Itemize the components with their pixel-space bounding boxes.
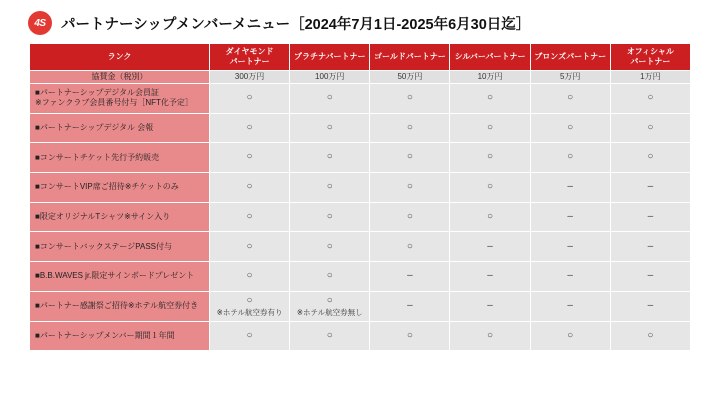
benefit-cell xyxy=(530,291,610,321)
not-included-mark: – xyxy=(407,270,413,282)
benefit-label-line1: ■B.B.WAVES jr.限定サインボードプレゼント xyxy=(35,271,195,281)
benefit-cell xyxy=(290,262,370,292)
column-header-diamond xyxy=(210,44,290,71)
not-included-mark: – xyxy=(407,299,413,311)
benefit-cell xyxy=(210,143,290,173)
benefit-label-line1: ■コンサートVIP席ご招待※チケットのみ xyxy=(35,182,179,192)
benefit-cell xyxy=(210,202,290,232)
benefit-cell xyxy=(290,321,370,351)
included-mark: ○ xyxy=(406,121,413,133)
benefit-cell xyxy=(530,84,610,114)
benefit-cell xyxy=(450,113,530,143)
not-included-mark: – xyxy=(487,270,493,282)
benefit-cell xyxy=(610,291,690,321)
included-mark: ○ xyxy=(567,329,574,341)
included-mark: ○ xyxy=(487,151,494,163)
included-mark: ○ xyxy=(246,329,253,341)
column-header-line1: シルバーパートナー xyxy=(454,52,526,61)
benefit-cell xyxy=(370,143,450,173)
benefit-cell xyxy=(370,262,450,292)
price-label: 協賛金（税別） xyxy=(30,71,210,84)
column-header-bronze xyxy=(530,44,610,71)
included-mark: ○ xyxy=(326,181,333,193)
benefit-cell xyxy=(370,291,450,321)
benefit-row xyxy=(30,321,691,351)
benefit-cell xyxy=(210,232,290,262)
benefit-cell xyxy=(610,202,690,232)
benefit-cell xyxy=(450,202,530,232)
price-cell: 100万円 xyxy=(290,71,370,84)
benefit-cell xyxy=(450,143,530,173)
not-included-mark: – xyxy=(487,240,493,252)
included-mark: ○ xyxy=(647,121,654,133)
brand-logo: 4S xyxy=(28,11,52,35)
benefit-cell xyxy=(210,321,290,351)
included-mark: ○ xyxy=(647,92,654,104)
benefit-row xyxy=(30,202,691,232)
included-mark: ○ xyxy=(246,270,253,282)
benefit-cell xyxy=(210,262,290,292)
benefit-cell xyxy=(610,321,690,351)
benefit-cell xyxy=(450,321,530,351)
included-mark: ○ xyxy=(567,151,574,163)
included-mark: ○ xyxy=(326,121,333,133)
benefit-cell xyxy=(210,84,290,114)
included-mark: ○ xyxy=(246,210,253,222)
included-mark: ○ xyxy=(326,240,333,252)
benefit-cell xyxy=(610,262,690,292)
column-header-line1: オフィシャル xyxy=(626,47,674,56)
benefit-cell xyxy=(290,202,370,232)
not-included-mark: – xyxy=(567,299,573,311)
benefit-label xyxy=(30,143,210,173)
benefit-cell xyxy=(530,143,610,173)
included-mark: ○ xyxy=(487,121,494,133)
column-header-line1: ダイヤモンド xyxy=(225,47,274,56)
column-header-line2: パートナー xyxy=(630,57,671,66)
benefit-row xyxy=(30,143,691,173)
benefit-label-line1: ■コンサートチケット先行予約販売 xyxy=(35,152,160,162)
benefit-row xyxy=(30,113,691,143)
benefit-cell xyxy=(370,232,450,262)
benefit-cell xyxy=(210,173,290,203)
benefit-label xyxy=(30,321,210,351)
benefit-row xyxy=(30,262,691,292)
included-mark: ○ xyxy=(326,210,333,222)
benefit-cell xyxy=(370,202,450,232)
column-header-platinum xyxy=(290,44,370,71)
benefit-cell xyxy=(530,321,610,351)
included-mark: ○ xyxy=(246,294,253,306)
price-row xyxy=(30,71,691,84)
benefit-cell xyxy=(610,173,690,203)
benefit-cell xyxy=(530,202,610,232)
included-mark: ○ xyxy=(487,92,494,104)
benefit-cell xyxy=(290,291,370,321)
included-mark: ○ xyxy=(647,329,654,341)
included-mark: ○ xyxy=(326,270,333,282)
benefit-label xyxy=(30,84,210,114)
benefit-label-line1: ■コンサートバックステージPASS付与 xyxy=(35,241,173,251)
benefit-cell xyxy=(450,173,530,203)
included-mark: ○ xyxy=(246,181,253,193)
benefit-label-line1: ■パートナーシップデジタル 会報 xyxy=(35,123,154,133)
page-title: パートナーシップメンバーメニュー［2024年7月1日-2025年6月30日迄］ xyxy=(61,16,531,33)
benefit-label-line2: ※ファンクラブ会員番号付与［NFT化予定］ xyxy=(35,98,193,108)
not-included-mark: – xyxy=(567,270,573,282)
benefit-cell xyxy=(370,113,450,143)
column-header-official xyxy=(610,44,690,71)
not-included-mark: – xyxy=(647,270,654,282)
benefit-row xyxy=(30,173,691,203)
included-mark: ○ xyxy=(487,181,494,193)
included-mark: ○ xyxy=(326,92,333,104)
benefit-label xyxy=(30,173,210,203)
included-mark: ○ xyxy=(326,294,333,306)
included-mark: ○ xyxy=(487,329,494,341)
benefit-cell xyxy=(290,232,370,262)
benefit-cell xyxy=(610,143,690,173)
benefit-cell xyxy=(530,262,610,292)
included-mark: ○ xyxy=(647,151,654,163)
benefit-cell xyxy=(610,113,690,143)
benefit-label xyxy=(30,262,210,292)
included-mark: ○ xyxy=(487,210,494,222)
column-header-line1: ブロンズパートナー xyxy=(534,52,607,61)
price-cell: 300万円 xyxy=(210,71,290,84)
benefit-cell xyxy=(450,232,530,262)
column-header-line1: ゴールドパートナー xyxy=(374,52,446,61)
included-mark: ○ xyxy=(326,329,333,341)
benefit-cell xyxy=(210,113,290,143)
price-cell: 50万円 xyxy=(370,71,450,84)
included-mark: ○ xyxy=(406,92,413,104)
not-included-mark: – xyxy=(567,240,573,252)
included-mark: ○ xyxy=(246,240,253,252)
price-cell: 10万円 xyxy=(450,71,530,84)
benefit-note: ※ホテル航空券無し xyxy=(296,308,363,318)
included-mark: ○ xyxy=(326,151,333,163)
not-included-mark: – xyxy=(567,181,573,193)
benefit-row xyxy=(30,291,691,321)
benefit-cell xyxy=(610,232,690,262)
benefit-label-line1: ■限定オリジナルTシャツ※サイン入り xyxy=(35,212,171,222)
not-included-mark: – xyxy=(647,240,654,252)
benefit-cell xyxy=(370,173,450,203)
price-cell: 5万円 xyxy=(530,71,610,84)
included-mark: ○ xyxy=(406,240,413,252)
benefit-cell xyxy=(530,232,610,262)
included-mark: ○ xyxy=(246,121,253,133)
benefit-cell xyxy=(450,291,530,321)
benefit-cell xyxy=(370,84,450,114)
benefit-label-line1: ■パートナーシップデジタル会員証 xyxy=(35,88,160,98)
benefit-note: ※ホテル航空券有り xyxy=(216,308,283,318)
price-cell: 1万円 xyxy=(610,71,690,84)
benefit-cell xyxy=(290,84,370,114)
benefit-cell xyxy=(210,291,290,321)
column-header-line1: プラチナパートナー xyxy=(293,52,366,61)
included-mark: ○ xyxy=(246,151,253,163)
benefit-label xyxy=(30,113,210,143)
not-included-mark: – xyxy=(487,299,493,311)
not-included-mark: – xyxy=(647,210,654,222)
benefit-label-line1: ■パートナー感謝祭ご招待※ホテル航空券付き xyxy=(35,301,199,311)
benefit-cell xyxy=(530,173,610,203)
benefit-cell xyxy=(370,321,450,351)
benefit-row xyxy=(30,84,691,114)
included-mark: ○ xyxy=(406,210,413,222)
column-header-line2: パートナー xyxy=(229,57,270,66)
benefit-cell xyxy=(450,262,530,292)
not-included-mark: – xyxy=(647,181,654,193)
included-mark: ○ xyxy=(567,92,574,104)
included-mark: ○ xyxy=(406,181,413,193)
benefit-row xyxy=(30,232,691,262)
not-included-mark: – xyxy=(647,299,654,311)
benefit-cell xyxy=(290,113,370,143)
not-included-mark: – xyxy=(567,210,573,222)
page-header xyxy=(28,10,530,36)
included-mark: ○ xyxy=(246,92,253,104)
benefit-cell xyxy=(610,84,690,114)
benefit-label xyxy=(30,202,210,232)
column-header-gold xyxy=(370,44,450,71)
benefit-cell xyxy=(290,173,370,203)
included-mark: ○ xyxy=(567,121,574,133)
rank-header: ランク xyxy=(30,44,210,71)
included-mark: ○ xyxy=(406,151,413,163)
membership-table xyxy=(29,43,691,351)
header-row xyxy=(30,44,691,71)
benefit-label xyxy=(30,232,210,262)
benefit-cell xyxy=(450,84,530,114)
benefit-cell xyxy=(530,113,610,143)
benefit-label-line1: ■パートナーシップメンバー期間１年間 xyxy=(35,330,175,340)
included-mark: ○ xyxy=(406,329,413,341)
benefit-cell xyxy=(290,143,370,173)
benefit-label xyxy=(30,291,210,321)
column-header-silver xyxy=(450,44,530,71)
